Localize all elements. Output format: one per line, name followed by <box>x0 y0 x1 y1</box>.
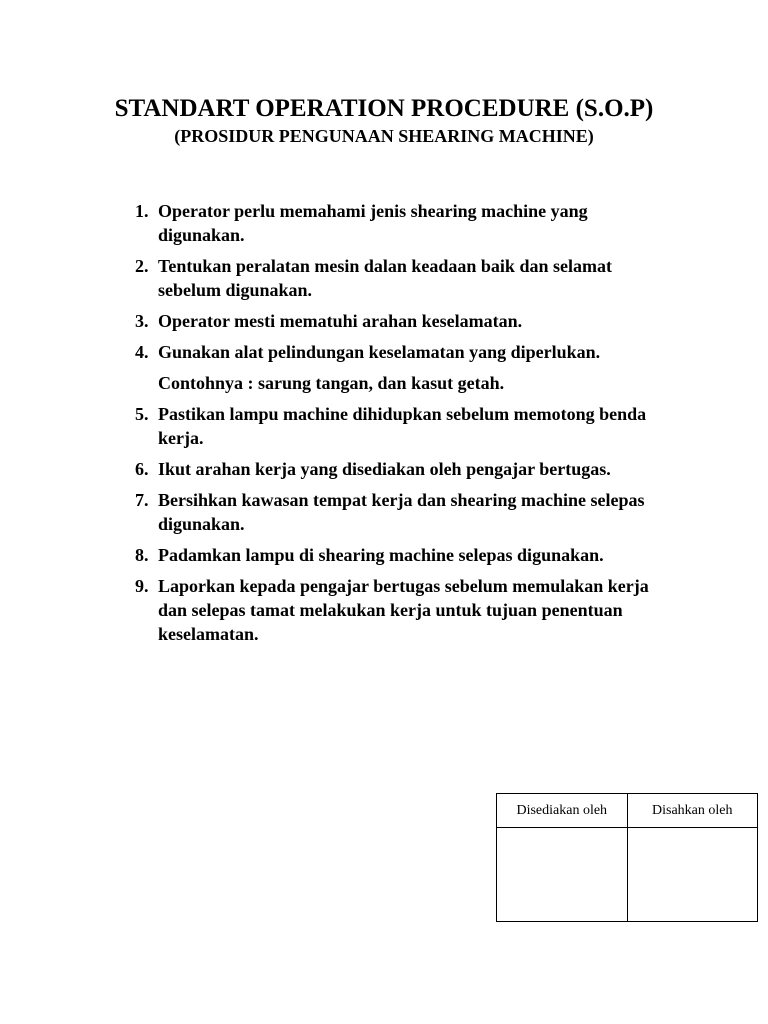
step-number: 3. <box>135 311 149 331</box>
signature-table <box>496 793 758 922</box>
step-number: 5. <box>135 404 149 424</box>
step-text: Operator perlu memahami jenis shearing machine yang digunakan. <box>158 201 588 245</box>
step-text: Operator mesti mematuhi arahan keselamatan. <box>158 311 523 331</box>
list-item <box>131 574 671 646</box>
prepared-by-signature-box <box>497 828 628 922</box>
document-subtitle: (PROSIDUR PENGUNAAN SHEARING MACHINE) <box>174 126 594 146</box>
list-item <box>131 543 671 567</box>
step-text: Tentukan peralatan mesin dalan keadaan baik dan selamat sebelum digunakan. <box>158 256 612 300</box>
step-number: 8. <box>135 545 149 565</box>
step-number: 1. <box>135 201 149 221</box>
list-item <box>131 488 671 536</box>
step-number: 2. <box>135 256 149 276</box>
list-item <box>131 309 671 333</box>
approved-by-signature-box <box>627 828 757 922</box>
prepared-by-header: Disediakan oleh <box>497 794 628 828</box>
document-title: STANDART OPERATION PROCEDURE (S.O.P) <box>114 95 654 122</box>
list-item <box>131 340 671 364</box>
list-item <box>131 402 671 450</box>
step-number: 9. <box>135 576 149 596</box>
step-text: Bersihkan kawasan tempat kerja dan shearing machine selepas digunakan. <box>158 490 645 534</box>
step-number: 4. <box>135 342 149 362</box>
step-number: 6. <box>135 459 149 479</box>
step-number: 7. <box>135 490 149 510</box>
step-text: Laporkan kepada pengajar bertugas sebelum memulakan kerja dan selepas tamat melakukan kerja untuk tujuan penentuan keselamatan. <box>158 576 649 644</box>
procedure-list <box>131 199 671 653</box>
step-text: Padamkan lampu di shearing machine selepas digunakan. <box>158 545 604 565</box>
step-text: Gunakan alat pelindungan keselamatan yang diperlukan. <box>158 342 601 362</box>
step-4-example: Contohnya : sarung tangan, dan kasut getah. <box>158 373 505 393</box>
step-text: Pastikan lampu machine dihidupkan sebelum memotong benda kerja. <box>158 404 647 448</box>
list-item <box>131 457 671 481</box>
list-item <box>131 254 671 302</box>
approved-by-header: Disahkan oleh <box>627 794 757 828</box>
step-text: Ikut arahan kerja yang disediakan oleh pengajar bertugas. <box>158 459 611 479</box>
list-item <box>131 199 671 247</box>
